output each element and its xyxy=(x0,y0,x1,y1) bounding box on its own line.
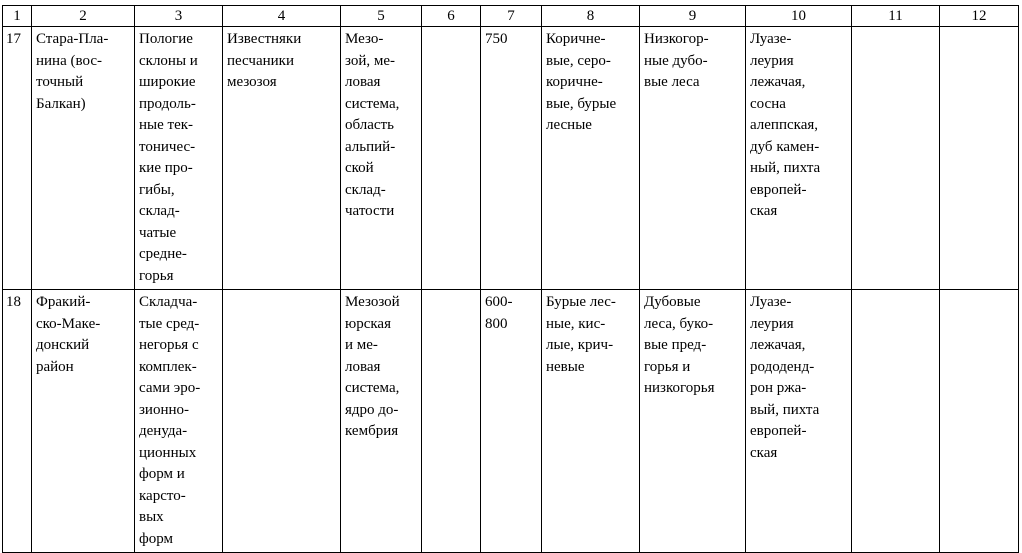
species-cell: Луазе- леурия лежачая, сосна алеппская, дуб камен- ный, пихта европей- ская xyxy=(746,27,852,290)
row-number-cell: 18 xyxy=(3,290,32,553)
region-cell: Фракий- ско-Маке- донский район xyxy=(32,290,135,553)
row-number-cell: 17 xyxy=(3,27,32,290)
col11-cell xyxy=(852,27,940,290)
column-header: 5 xyxy=(341,6,422,27)
col11-cell xyxy=(852,290,940,553)
column-header: 10 xyxy=(746,6,852,27)
column-header: 8 xyxy=(542,6,640,27)
soils-cell: Бурые лес- ные, кис- лые, крич- невые xyxy=(542,290,640,553)
relief-cell: Складча- тые сред- негорья с комплек- сами эро- зионно- денуда- ционных форм и карсто- вых форм xyxy=(135,290,223,553)
rocks-cell xyxy=(223,290,341,553)
col12-cell xyxy=(940,290,1019,553)
table-row xyxy=(3,290,1019,553)
region-cell: Стара-Пла- нина (вос- точный Балкан) xyxy=(32,27,135,290)
column-header: 9 xyxy=(640,6,746,27)
geology-cell: Мезо- зой, ме- ловая система, область альпий- ской склад- чатости xyxy=(341,27,422,290)
relief-cell: Пологие склоны и широкие продоль- ные тек- тоничес- кие про- гибы, склад- чатые средне- горья xyxy=(135,27,223,290)
column-header: 12 xyxy=(940,6,1019,27)
table-row xyxy=(3,27,1019,290)
geology-cell: Мезозой юрская и ме- ловая система, ядро до- кембрия xyxy=(341,290,422,553)
column-header: 2 xyxy=(32,6,135,27)
altitude-cell: 600- 800 xyxy=(481,290,542,553)
column-header: 7 xyxy=(481,6,542,27)
species-cell: Луазе- леурия лежачая, рододенд- рон ржа- вый, пихта европей- ская xyxy=(746,290,852,553)
col6-cell xyxy=(422,27,481,290)
col6-cell xyxy=(422,290,481,553)
rocks-cell: Известняки песчаники мезозоя xyxy=(223,27,341,290)
soils-cell: Коричне- вые, серо- коричне- вые, бурые лесные xyxy=(542,27,640,290)
column-header: 3 xyxy=(135,6,223,27)
column-header: 1 xyxy=(3,6,32,27)
column-header: 11 xyxy=(852,6,940,27)
altitude-cell: 750 xyxy=(481,27,542,290)
vegetation-cell: Низкогор- ные дубо- вые леса xyxy=(640,27,746,290)
column-header: 4 xyxy=(223,6,341,27)
column-header: 6 xyxy=(422,6,481,27)
header-row xyxy=(3,6,1019,27)
geography-table xyxy=(2,5,1019,553)
vegetation-cell: Дубовые леса, буко- вые пред- горья и низкогорья xyxy=(640,290,746,553)
col12-cell xyxy=(940,27,1019,290)
